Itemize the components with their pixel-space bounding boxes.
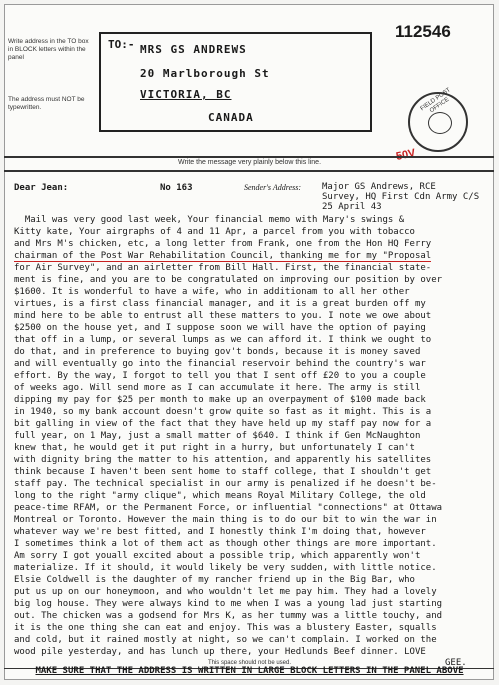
body-line-32: put us up on our honeymoon, and who wouldn't let me pay him. They had a lovely <box>14 587 437 597</box>
body-line-34: out. The chicken was a godsend for Mrs K, as her tummy was a little touchy, and <box>14 611 443 621</box>
signature: GEE. <box>445 658 467 668</box>
write-plainly-caption: Write the message very plainly below this line. <box>177 159 322 166</box>
body-line-8: virtues, is a first class financial manager, and it is a great burden off my <box>14 299 426 309</box>
address-line-city: VICTORIA, BC <box>140 88 232 101</box>
body-line-19: full year, on 1 May, just a small matter of $640. I think if Gen McNaughton <box>14 431 421 441</box>
body-line-29: Am sorry I got youall excited about a possible trip, which apparently won't <box>14 551 421 561</box>
salutation: Dear Jean: <box>14 183 69 193</box>
body-line-25: peace-time RFAM, or the Permanent Force, or influential "connections" at Ottawa <box>14 503 443 513</box>
typewritten-warning: The address must NOT be typewritten. <box>8 96 85 111</box>
body-line-15: of weeks ago. Will send more as I can accumulate it here. The army is still <box>14 383 421 393</box>
body-line-18: bit galling in view of the fact that they have held up my staff pay now for a <box>14 419 432 429</box>
sender-line-unit: Survey, HQ First Cdn Army C/S <box>322 192 480 202</box>
body-line-30: materialize. If it should, it would likely be very sudden, with little notice. <box>14 563 437 573</box>
body-line-36: and cold, but it rained mostly at night, so we can't complain. I worked on the <box>14 635 437 645</box>
body-line-35: it is the one thing she can eat and enjoy. This was a blustery Easter, squalls <box>14 623 437 633</box>
serial-number: 112546 <box>395 22 451 41</box>
body-line-13: and will eventually go into the financial reservoir behind the country's war <box>14 359 426 369</box>
address-line-street: 20 Marlborough St <box>140 67 270 80</box>
body-line-28: I sometimes think a lot of them act as though other things are more important. <box>14 539 437 549</box>
senders-address-label: Sender's Address: <box>244 183 302 192</box>
body-line-5: for Air Survey", and an airletter from Bill Hall. First, the financial state- <box>14 263 432 273</box>
body-line-33: big log house. They were always kind to me when I was a young lad just starting <box>14 599 443 609</box>
body-line-12: do that, and in preference to buying gov't bonds, because it is money saved <box>14 347 421 357</box>
body-line-24: long to the right "army clique", which means Royal Military College, the old <box>14 491 426 501</box>
body-line-16: dipping my pay for $25 per month to make up an overpayment of $100 made back <box>14 395 426 405</box>
body-line-22: think because I haven't been sent home to staff college, that I shouldn't get <box>14 467 432 477</box>
caption-separator <box>4 170 494 172</box>
body-line-9: mind here to be able to entrust all these matters to you. I note we owe about <box>14 311 432 321</box>
address-reminder-footer: MAKE SURE THAT THE ADDRESS IS WRITTEN IN LARGE BLOCK LETTERS IN THE PANEL ABOVE <box>35 666 464 676</box>
body-line-2: Kitty kate, Your airgraphs of 4 and 11 Apr, a parcel from you with tobacco <box>14 227 415 237</box>
body-line-26: Montreal or Toronto. However the main thing is to do our bit to win the war in <box>14 515 437 525</box>
letter-number: No 163 <box>160 183 193 193</box>
body-line-4: chairman of the Post War Rehabilitation Council, thanking me for my "Proposal <box>14 251 432 261</box>
body-line-27: whatever way we're best fitted, and I honestly think I'm doing that, however <box>14 527 426 537</box>
postmark-text: FIELD POST OFFICE <box>419 87 452 115</box>
red-censor-mark: 50V <box>394 147 417 163</box>
body-line-14: effort. By the way, I forgot to tell you that I sent off £20 to you a couple <box>14 371 426 381</box>
body-line-17: in 1940, so my bank account doesn't grow quite so fast as it might. This is a <box>14 407 432 417</box>
body-line-10: $2500 on the house yet, and I suppose soon we will have the option of paying <box>14 323 426 333</box>
body-line-7: $1600. It is wonderful to have a wife, who in additionam to all her other <box>14 287 410 297</box>
body-line-23: staff pay. The technical specialist in our army is penalized if he doesn't be- <box>14 479 437 489</box>
body-line-11: that off in a lump, or several lumps as we can afford it. I think we ought to <box>14 335 432 345</box>
to-label: TO:- <box>108 38 135 51</box>
body-line-31: Elsie Coldwell is the daughter of my rancher friend up in the Big Bar, who <box>14 575 415 585</box>
address-line-country: CANADA <box>208 111 254 124</box>
body-line-3: and Mrs M's chicken, etc, a long letter from Frank, one from the Hon HQ Ferry <box>14 239 432 249</box>
sender-line-rank: Major GS Andrews, RCE <box>322 182 436 192</box>
space-not-used-caption: This space should not be used. <box>207 660 292 666</box>
body-line-37: wood pile yesterday, and has lunch up there, your Hedlunds Beef dinner. LOVE <box>14 647 426 657</box>
body-line-20: knew that, he would get it put right in a hurry, but unfortunately I can't <box>14 443 415 453</box>
body-line-6: ment is fine, and you are to be congratulated on improving our position by over <box>14 275 443 285</box>
sender-line-date: 25 April 43 <box>322 202 382 212</box>
body-line-1: Mail was very good last week, Your financial memo with Mary's swings & <box>14 215 405 225</box>
address-line-name: MRS GS ANDREWS <box>140 43 247 56</box>
address-instructions: Write address in the TO box in BLOCK letters within the panel <box>8 38 89 61</box>
top-separator <box>4 156 494 158</box>
body-line-21: with dignity bring the matter to his attention, and apparently his satellites <box>14 455 432 465</box>
